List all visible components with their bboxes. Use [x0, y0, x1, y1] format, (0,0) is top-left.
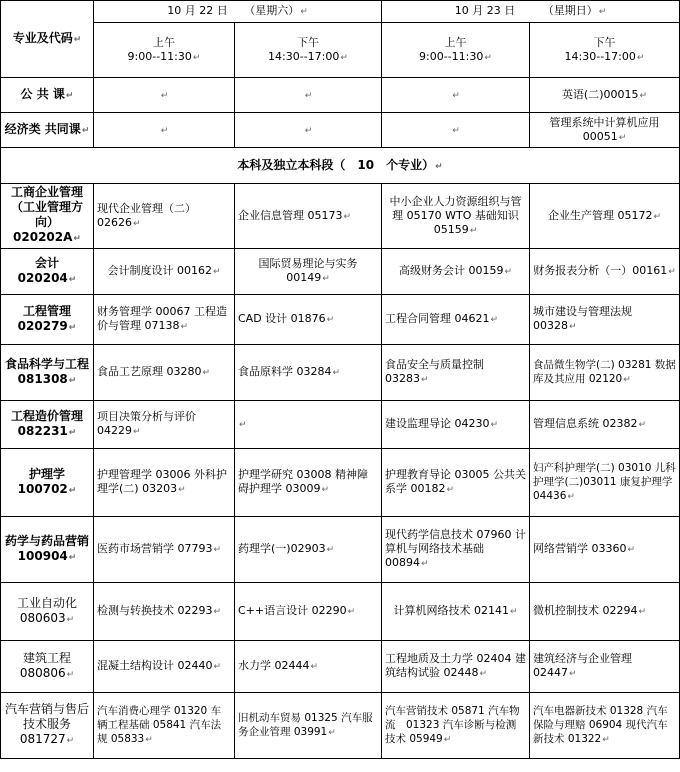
course-cell: 现代企业管理（二）02626↵: [94, 184, 235, 249]
course-cell: 护理管理学 03006 外科护理学(二) 03203↵: [94, 449, 235, 517]
course-cell: 现代药学信息技术 07960 计算机与网络技术基础 00894↵: [382, 517, 530, 583]
course-cell: CAD 设计 01876↵: [235, 295, 382, 345]
common-cell: ↵: [235, 113, 382, 148]
course-cell: 汽车电器新技术 01328 汽车保险与理赔 06904 现代汽车新技术 01322↵: [530, 693, 680, 759]
course-cell: 计算机网络技术 02141↵: [382, 583, 530, 641]
course-cell: 企业信息管理 05173↵: [235, 184, 382, 249]
major-name: 建筑工程 080806↵: [1, 641, 94, 693]
day1-header: 10 月 22 日 （星期六）↵: [94, 1, 382, 23]
course-cell: 网络营销学 03360↵: [530, 517, 680, 583]
major-name: 工程造价管理 082231↵: [1, 401, 94, 449]
course-cell: 药理学(一)02903↵: [235, 517, 382, 583]
major-name: 食品科学与工程 081308↵: [1, 345, 94, 401]
course-cell: 城市建设与管理法规 00328↵: [530, 295, 680, 345]
common-row-name: 公 共 课↵: [1, 78, 94, 113]
course-cell: 护理教育导论 03005 公共关系学 00182↵: [382, 449, 530, 517]
course-cell: 财务报表分析（一）00161↵: [530, 249, 680, 295]
major-row: [1, 449, 680, 517]
major-name: 工业自动化 080603↵: [1, 583, 94, 641]
major-name: 护理学 100702↵: [1, 449, 94, 517]
course-cell: 中小企业人力资源组织与管理 05170 WTO 基础知识 05159↵: [382, 184, 530, 249]
course-cell: 项目决策分析与评价 04229↵: [94, 401, 235, 449]
header-date-row: [1, 1, 680, 23]
major-row: [1, 517, 680, 583]
common-row: [1, 78, 680, 113]
course-cell: 建设监理导论 04230↵: [382, 401, 530, 449]
major-name: 会计 020204↵: [1, 249, 94, 295]
course-cell: 护理学研究 03008 精神障碍护理学 03009↵: [235, 449, 382, 517]
course-cell: 检测与转换技术 02293↵: [94, 583, 235, 641]
course-cell: 高级财务会计 00159↵: [382, 249, 530, 295]
common-cell: ↵: [94, 113, 235, 148]
course-cell: ↵: [235, 401, 382, 449]
day1-pm-header: 下午 14:30--17:00↵: [235, 23, 382, 78]
course-cell: C++语言设计 02290↵: [235, 583, 382, 641]
major-row: [1, 583, 680, 641]
course-cell: 企业生产管理 05172↵: [530, 184, 680, 249]
day2-am-header: 上午 9:00--11:30↵: [382, 23, 530, 78]
course-cell: 食品原料学 03284↵: [235, 345, 382, 401]
course-cell: 汽车营销技术 05871 汽车物流 01323 汽车诊断与检测技术 05949↵: [382, 693, 530, 759]
common-cell: ↵: [382, 113, 530, 148]
course-cell: 汽车消费心理学 01320 车辆工程基础 05841 汽车法规 05833↵: [94, 693, 235, 759]
course-cell: 旧机动车贸易 01325 汽车服务企业管理 03991↵: [235, 693, 382, 759]
common-cell: ↵: [94, 78, 235, 113]
major-row: [1, 401, 680, 449]
major-row: [1, 249, 680, 295]
common-cell: 英语(二)00015↵: [530, 78, 680, 113]
major-name: 工商企业管理（工业管理方向）020202A↵: [1, 184, 94, 249]
course-cell: 管理信息系统 02382↵: [530, 401, 680, 449]
day2-pm-header: 下午 14:30--17:00↵: [530, 23, 680, 78]
common-cell: 管理系统中计算机应用 00051↵: [530, 113, 680, 148]
common-row: [1, 113, 680, 148]
course-cell: 财务管理学 00067 工程造价与管理 07138↵: [94, 295, 235, 345]
course-cell: 食品安全与质量控制 03283↵: [382, 345, 530, 401]
common-cell: ↵: [382, 78, 530, 113]
course-cell: 国际贸易理论与实务 00149↵: [235, 249, 382, 295]
section-title: 本科及独立本科段（ 10 个专业）↵: [1, 148, 680, 184]
course-cell: 工程合同管理 04621↵: [382, 295, 530, 345]
major-row: [1, 295, 680, 345]
common-row-name: 经济类 共同课↵: [1, 113, 94, 148]
major-name: 工程管理 020279↵: [1, 295, 94, 345]
major-row: [1, 345, 680, 401]
common-cell: ↵: [235, 78, 382, 113]
major-name: 汽车营销与售后技术服务 081727↵: [1, 693, 94, 759]
course-cell: 混凝土结构设计 02440↵: [94, 641, 235, 693]
section-row: [1, 148, 680, 184]
major-row: [1, 693, 680, 759]
header-session-row: [1, 23, 680, 78]
major-code-header: 专业及代码↵: [1, 1, 94, 78]
course-cell: 建筑经济与企业管理 02447↵: [530, 641, 680, 693]
course-cell: 妇产科护理学(二) 03010 儿科护理学(二)03011 康复护理学 04436↵: [530, 449, 680, 517]
major-name: 药学与药品营销 100904↵: [1, 517, 94, 583]
major-row: [1, 184, 680, 249]
course-cell: 工程地质及土力学 02404 建筑结构试验 02448↵: [382, 641, 530, 693]
course-cell: 食品工艺原理 03280↵: [94, 345, 235, 401]
course-cell: 医药市场营销学 07793↵: [94, 517, 235, 583]
course-cell: 微机控制技术 02294↵: [530, 583, 680, 641]
course-cell: 水力学 02444↵: [235, 641, 382, 693]
major-row: [1, 641, 680, 693]
course-cell: 食品微生物学(二) 03281 数据库及其应用 02120↵: [530, 345, 680, 401]
day1-am-header: 上午 9:00--11:30↵: [94, 23, 235, 78]
course-cell: 会计制度设计 00162↵: [94, 249, 235, 295]
day2-header: 10 月 23 日 （星期日）↵: [382, 1, 680, 23]
